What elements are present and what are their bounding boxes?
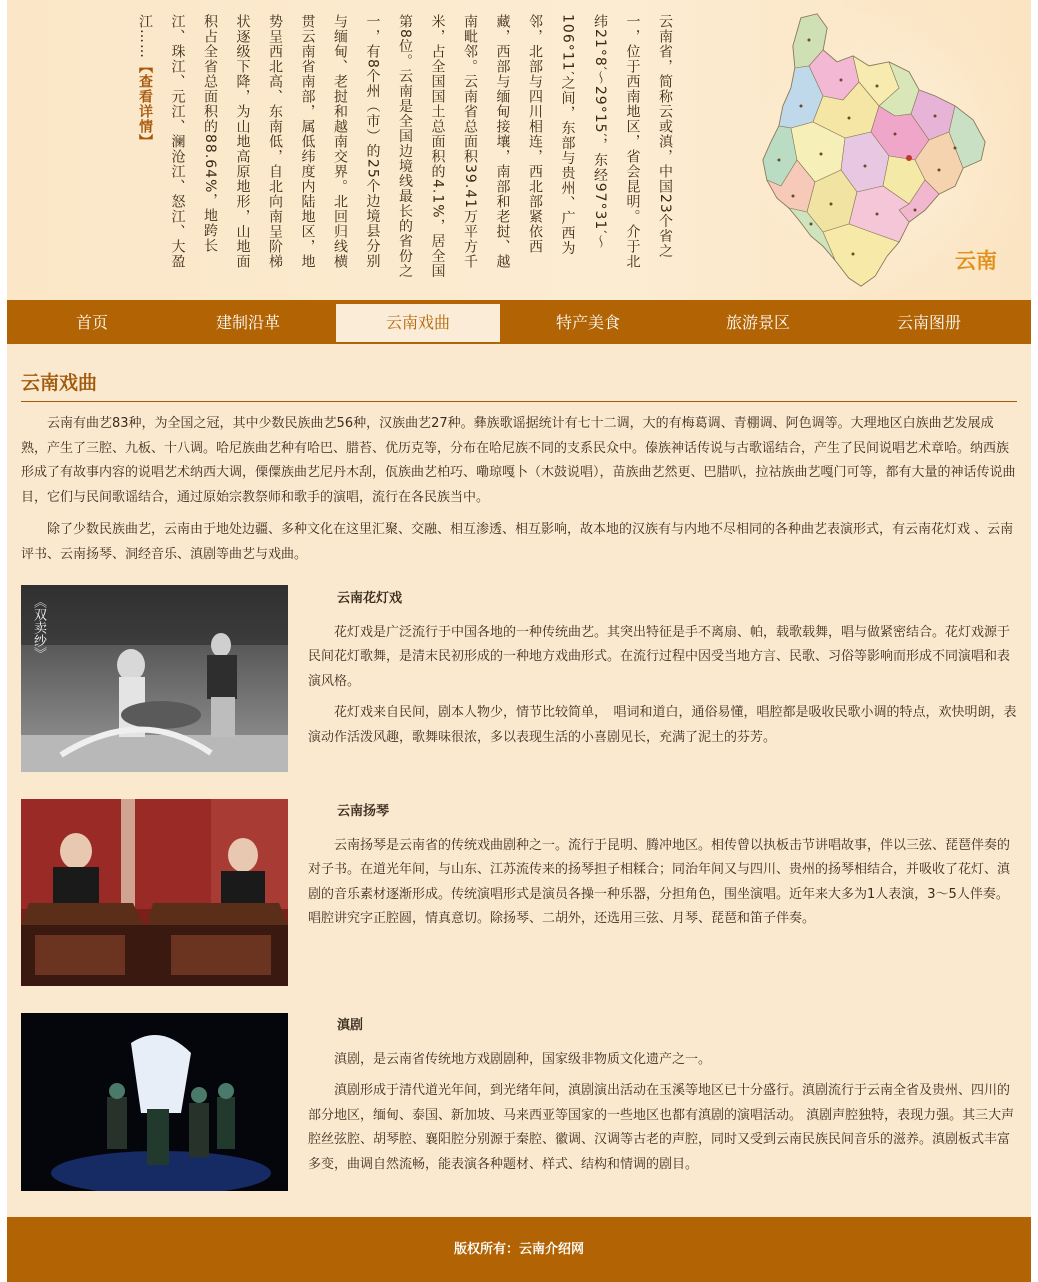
item-paragraph: 滇剧，是云南省传统地方戏剧剧种，国家级非物质文化遗产之一。: [334, 1051, 712, 1067]
yangqin-photo: [21, 799, 288, 986]
dian-opera-photo: [21, 1013, 288, 1200]
nav-item-opera[interactable]: 云南戏曲: [336, 304, 500, 342]
item-paragraph: 花灯戏来自民间，剧本人物少，情节比较简单， 唱词和道白，通俗易懂，唱腔都是吸收民歌小调的特点，欢快明朗，表演动作活泼风趣，歌舞味很浓，多以表现生活的小喜剧见长，充满了泥土的芬芳。: [308, 705, 1017, 745]
province-intro-body: 云南省，简称云或滇，中国23个省之一，位于西南地区，省会昆明。介于北纬21°8′～29°15′，东经97°31′～106°11′之间，东部与贵州、广西为邻，北部与四川相连，西北部紧依西藏，西部与缅甸接壤，南部和老挝、越南毗邻。云南省总面积39.41万平方千米，占全国国土总面积的4.1%，居全国第8位。云南是全国边境线最长的省份之一，有8个州（市）的25个边境县分别与缅甸、老挝和越南交界。北回归线横贯云南省南部，属低纬度内陆地区，地势呈西北高、东南低，自北向南呈阶梯状逐级下降，为山地高原地形，山地面积占全省总面积的88.64%，地跨长江、珠江、元江、澜沧江、怒江、大盈江……: [137, 14, 673, 279]
nav-item-history[interactable]: 建制沿革: [215, 313, 280, 332]
yangqin-text: [308, 800, 1017, 939]
header-banner: [7, 0, 1031, 300]
item-paragraph: 花灯戏是广泛流行于中国各地的一种传统曲艺。其突出特征是手不离扇、帕，载歌载舞，唱与做紧密结合。花灯戏源于民间花灯歌舞，是清末民初形成的一种地方戏曲形式。在流行过程中因受当地方言、民歌、习俗等影响而形成不同演唱和表演风格。: [308, 624, 1011, 689]
item-paragraph: 滇剧形成于清代道光年间，到光绪年间，滇剧演出活动在玉溪等地区已十分盛行。滇剧流行于云南全省及贵州、四川的部分地区，缅甸、泰国、新加坡、马来西亚等国家的一些地区也都有滇剧的演唱活动。 滇剧声腔独特，表现力强。其三大声腔丝弦腔、胡琴腔、襄阳腔分别源于秦腔、徽调、汉调等古老的声腔，同时又受到云南民族民间音乐的滋养。滇剧板式丰富多变，曲调自然流畅，能表演各种题材、样式、结构和情调的剧目。: [308, 1083, 1015, 1172]
huadeng-opera-photo: [21, 585, 288, 772]
item-title: 滇剧: [337, 1018, 364, 1033]
page: [7, 0, 1031, 1282]
photo-caption: 《双卖纱》: [31, 595, 46, 660]
view-details-link[interactable]: 【查看详情】: [137, 59, 153, 149]
item-title: 云南扬琴: [337, 804, 390, 819]
huadeng-opera-text: [308, 587, 1017, 757]
dian-opera-text: [308, 1014, 1017, 1184]
section-title: 云南戏曲: [21, 368, 1017, 402]
nav-item-food[interactable]: 特产美食: [555, 313, 620, 332]
main-nav: [7, 300, 1031, 344]
section-intro: [21, 412, 1017, 575]
map-label: 云南: [955, 248, 997, 273]
footer-copyright: 版权所有：云南介绍网: [7, 1217, 1031, 1282]
province-intro-text: [129, 14, 682, 282]
intro-paragraph: 云南有曲艺83种，为全国之冠，其中少数民族曲艺56种，汉族曲艺27种。彝族歌谣据统计有七十二调，大的有梅葛调、青棚调、阿色调等。大理地区白族曲艺发展成熟，产生了三腔、九板、十八调。哈尼族曲艺种有哈巴、腊苔、优历克等，分布在哈尼族不同的支系民众中。傣族神话传说与古歌谣结合，产生了民间说唱艺术章哈。纳西族形成了有故事内容的说唱艺术纳西大调，傈僳族曲艺尼丹木刮，佤族曲艺柏巧、嘞琼嘎卜（木鼓说唱），苗族曲艺然更、巴腊叭，拉祜族曲艺嘎门可等，都有大量的神话传说曲目，它们与民间歌谣结合，通过原始宗教祭师和歌手的演唱，流行在各民族当中。: [21, 416, 1016, 505]
item-paragraph: 云南扬琴是云南省的传统戏曲剧种之一。流行于昆明、腾冲地区。相传曾以执板击节讲唱故事，伴以三弦、琵琶伴奏的对子书。在道光年间，与山东、江苏流传来的扬琴担子相糅合；同治年间又与四川、贵州的扬琴相结合，并吸收了花灯、滇剧的音乐素材逐渐形成。传统演唱形式是演员各操一种乐器，分担角色，围坐演唱。近年来大多为1人表演，3～5人伴奏。唱腔讲究字正腔圆，情真意切。除扬琴、二胡外，还选用三弦、月琴、琵琶和笛子伴奏。: [308, 837, 1011, 926]
intro-paragraph: 除了少数民族曲艺，云南由于地处边疆、多种文化在这里汇聚、交融、相互渗透、相互影响，故本地的汉族有与内地不尽相同的各种曲艺表演形式，有云南花灯戏 、云南评书、云南扬琴、洞经音乐、滇剧等曲艺与戏曲。: [21, 522, 1014, 562]
nav-item-scenic[interactable]: 旅游景区: [725, 313, 790, 332]
nav-item-gallery[interactable]: 云南图册: [896, 313, 961, 332]
item-title: 云南花灯戏: [337, 591, 403, 606]
nav-item-home[interactable]: 首页: [75, 313, 108, 332]
